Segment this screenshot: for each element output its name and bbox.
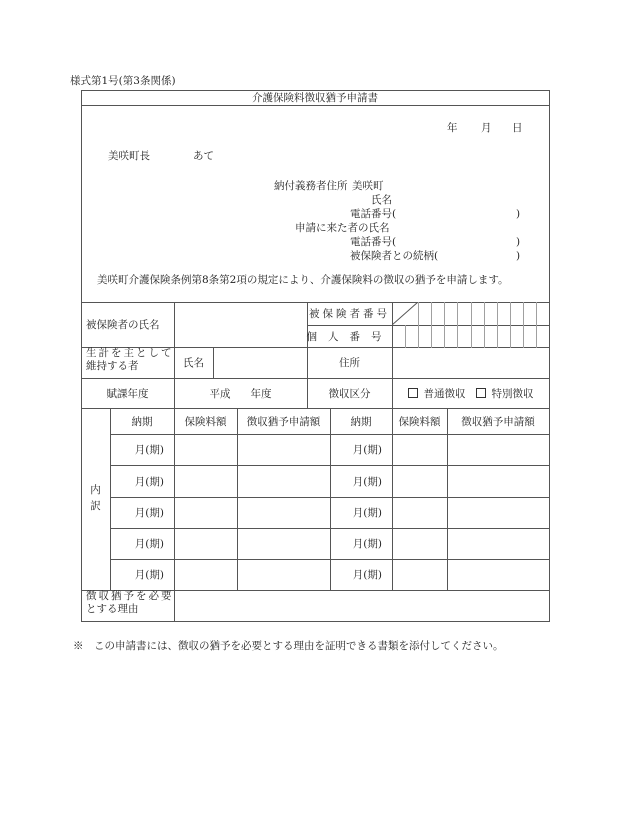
premium-right[interactable] (392, 559, 447, 590)
insured-number-grid[interactable] (392, 302, 550, 348)
header-due-1: 納期 (131, 415, 153, 428)
deferral-amount-right[interactable] (447, 434, 549, 465)
header-deferral-1: 徴収猶予申請額 (246, 415, 321, 428)
due-period-right[interactable]: 月(期) (352, 475, 382, 488)
header-deferral-2: 徴収猶予申請額 (461, 415, 535, 428)
levy-year-field[interactable] (174, 378, 307, 408)
header-premium-2: 保険料額 (398, 415, 441, 428)
deferral-amount-left[interactable] (237, 559, 330, 590)
application-statement: 美咲町介護保険条例第8条第2項の規定により、介護保険料の徴収の猶予を申請します。 (97, 274, 509, 286)
due-period-left[interactable]: 月(期) (134, 569, 164, 581)
reason-field[interactable] (175, 591, 548, 620)
personal-number-label: 個人番号 (306, 330, 393, 343)
form-title: 介護保険料徴収猶予申請書 (252, 92, 378, 104)
side-label-char2: 訳 (90, 500, 101, 512)
premium-right[interactable] (392, 465, 447, 497)
levy-category-label: 徴収区分 (328, 387, 371, 400)
supporter-label-line1: 生計を主として (86, 347, 174, 359)
relation-label: 被保険者との続柄( (350, 250, 439, 262)
deferral-amount-right[interactable] (447, 497, 549, 528)
side-label-char1: 内 (90, 484, 101, 497)
frame-bottom (81, 621, 549, 622)
checkbox-icon[interactable] (476, 388, 486, 398)
reason-label-line1: 徴収猶予を必要 (86, 590, 174, 602)
applicant-phone-label: 電話番号( (350, 208, 397, 220)
checkbox-icon[interactable] (408, 388, 418, 398)
supporter-label-line2: 維持する者 (86, 360, 139, 373)
addressee-name: 美咲町長 (108, 150, 150, 162)
premium-right[interactable] (392, 497, 447, 528)
visitor-name-label: 申請に来た者の氏名 (295, 222, 390, 234)
applicant-phone-close: ) (516, 208, 521, 220)
title-divider (81, 105, 549, 106)
premium-left[interactable] (174, 559, 237, 590)
premium-left[interactable] (174, 434, 237, 465)
era-label: 平成 (209, 387, 231, 400)
year-suffix: 年度 (250, 387, 272, 400)
deferral-amount-right[interactable] (447, 528, 549, 559)
levy-category-options (392, 378, 549, 408)
deferral-amount-left[interactable] (237, 497, 330, 528)
supporter-address-label: 住所 (339, 357, 360, 369)
deferral-amount-left[interactable] (237, 434, 330, 465)
due-period-left[interactable]: 月(期) (134, 507, 164, 519)
premium-right[interactable] (392, 528, 447, 559)
levy-year-label: 賦課年度 (106, 387, 149, 400)
option-special[interactable] (476, 386, 534, 401)
attachment-note: ※ この申請書には、徴収の猶予を必要とする理由を証明できる書類を添付してください。 (73, 640, 504, 652)
addressee-suffix: あて (193, 150, 214, 162)
diagonal-slash (392, 302, 418, 325)
applicant-address-label: 納付義務者住所 (274, 180, 348, 192)
premium-left[interactable] (174, 497, 237, 528)
due-period-right[interactable]: 月(期) (352, 569, 382, 581)
header-premium-1: 保険料額 (184, 415, 227, 428)
date-day[interactable]: 日 (512, 122, 523, 134)
insured-name-label: 被保険者の氏名 (86, 319, 160, 331)
deferral-amount-right[interactable] (447, 559, 549, 590)
header-due-2: 納期 (350, 415, 372, 428)
insured-number-label: 被保険者番号 (309, 308, 390, 320)
option-special-label: 特別徴収 (491, 387, 534, 400)
premium-right[interactable] (392, 434, 447, 465)
deferral-amount-right[interactable] (447, 465, 549, 497)
option-regular[interactable] (408, 386, 466, 401)
form-code: 様式第1号(第3条関係) (70, 75, 176, 87)
breakdown-side-label (81, 408, 110, 590)
reason-label (81, 590, 174, 621)
due-period-right[interactable]: 月(期) (352, 538, 382, 550)
premium-left[interactable] (174, 465, 237, 497)
applicant-address-value[interactable]: 美咲町 (352, 180, 384, 192)
due-period-left[interactable]: 月(期) (134, 538, 164, 550)
option-regular-label: 普通徴収 (423, 387, 466, 400)
due-period-left[interactable]: 月(期) (134, 475, 164, 488)
visitor-phone-close: ) (516, 236, 521, 248)
supporter-address-field[interactable] (393, 348, 548, 377)
date-year[interactable]: 年 (447, 122, 458, 134)
insured-name-field[interactable] (175, 303, 306, 346)
deferral-amount-left[interactable] (237, 465, 330, 497)
date-month[interactable]: 月 (481, 122, 492, 134)
due-period-right[interactable]: 月(期) (352, 507, 382, 519)
applicant-name-label: 氏名 (371, 194, 392, 206)
reason-label-line2: とする理由 (86, 603, 139, 616)
due-period-left[interactable]: 月(期) (134, 444, 164, 456)
visitor-phone-label: 電話番号( (350, 236, 397, 248)
due-period-right[interactable]: 月(期) (352, 444, 382, 456)
supporter-name-field[interactable] (214, 348, 306, 377)
premium-left[interactable] (174, 528, 237, 559)
supporter-name-label: 氏名 (183, 357, 204, 369)
supporter-label (81, 347, 174, 378)
relation-close: ) (516, 250, 521, 262)
deferral-amount-left[interactable] (237, 528, 330, 559)
frame-right (549, 90, 550, 622)
